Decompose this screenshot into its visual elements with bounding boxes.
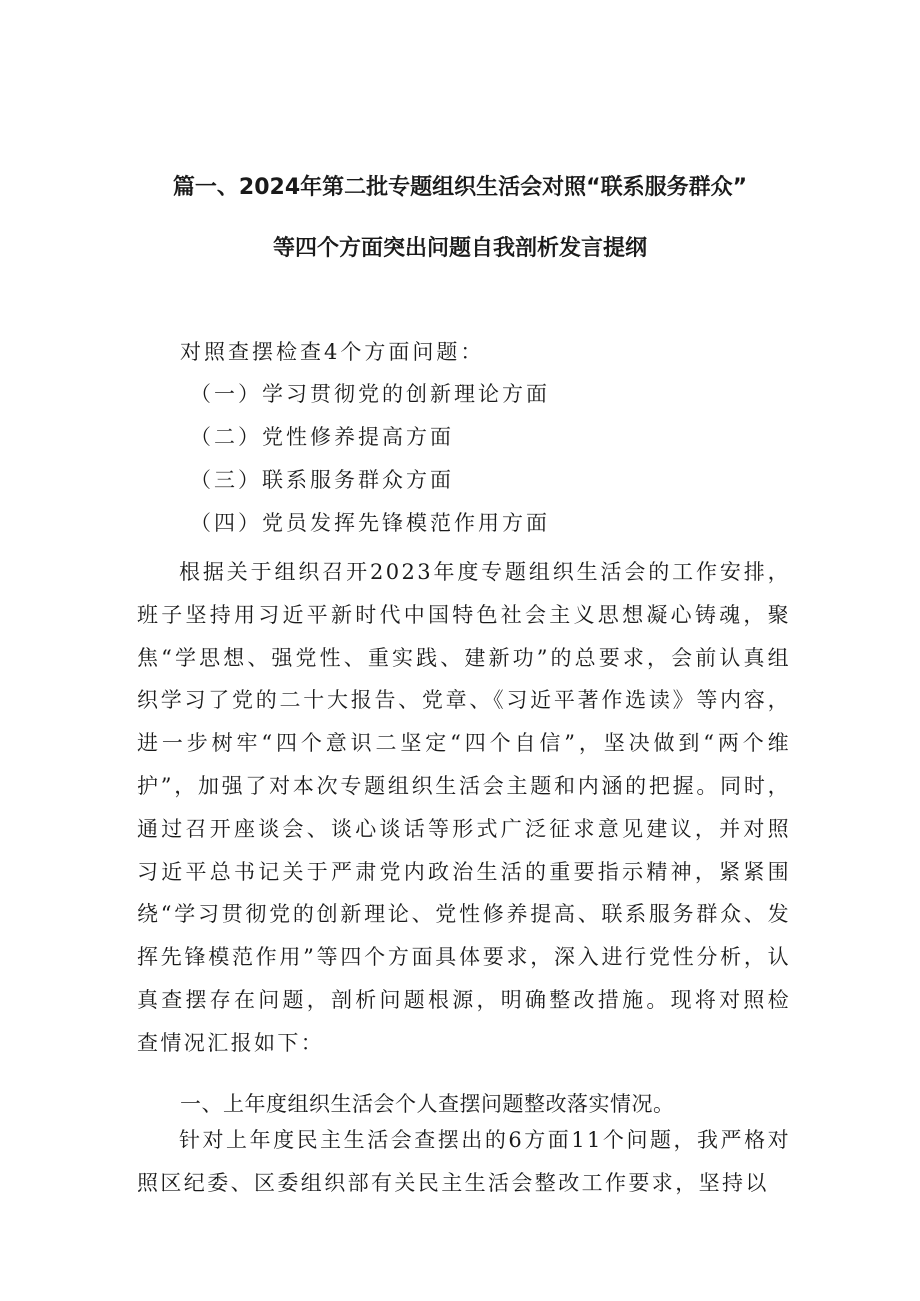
body-paragraph: 根据关于组织召开2023年度专题组织生活会的工作安排，班子坚持用习近平新时代中国特色社会主义思想凝心铸魂，聚焦“学思想、强党性、重实践、建新功”的总要求，会前认真组织学习了党的二十大报告、党章、《习近平著作选读》等内容，进一步树牢“四个意识二坚定“四个自信”，坚决做到“两个维护”，加强了对本次专题组织生活会主题和内涵的把握。同时，通过召开座谈会、谈心谈话等形式广泛征求意见建议，并对照习近平总书记关于严肃党内政治生活的重要指示精神，紧紧围绕“学习贯彻党的创新理论、党性修养提高、联系服务群众、发挥先锋模范作用”等四个方面具体要求，深入进行党性分析，认真查摆存在问题，剖析问题根源，明确整改措施。现将对照检查情况汇报如下：	[137, 560, 791, 1055]
document-title-line-2: 等四个方面突出问题自我剖析发言提纲	[272, 236, 647, 261]
document-title-line-1: 篇一、2024年第二批专题组织生活会对照“联系服务群众”	[172, 175, 748, 200]
list-item: （二）党性修养提高方面	[190, 425, 454, 449]
list-item: （一）学习贯彻党的创新理论方面	[190, 382, 550, 406]
list-item: （四）党员发挥先锋模范作用方面	[190, 511, 550, 535]
body-paragraph: 针对上年度民主生活会查摆出的6方面11个问题，我严格对照区纪委、区委组织部有关民主生活会整改工作要求，坚持以	[137, 1128, 791, 1195]
intro-text: 对照查摆检查4个方面问题：	[180, 340, 485, 364]
list-item: （三）联系服务群众方面	[190, 468, 454, 492]
section-heading: 一、上年度组织生活会个人查摆问题整改落实情况。	[180, 1092, 675, 1116]
